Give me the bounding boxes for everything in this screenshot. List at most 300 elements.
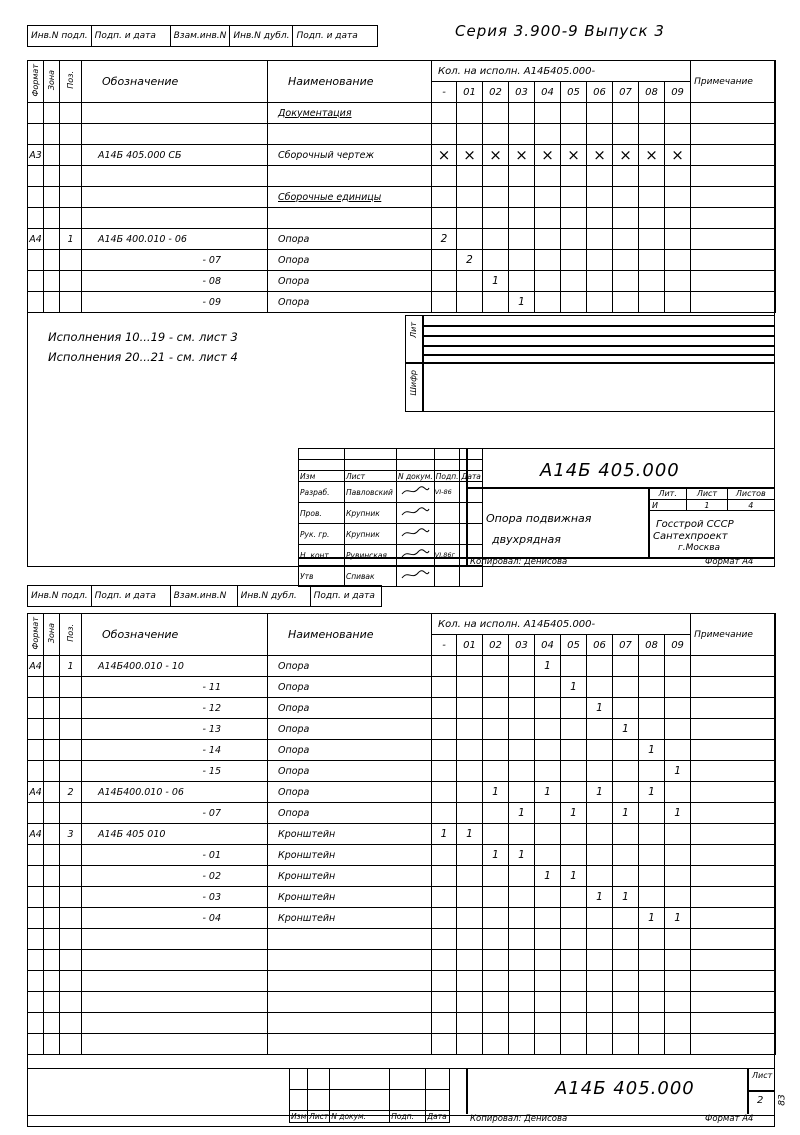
cell-note bbox=[691, 208, 776, 229]
header2-variant-2: 02 bbox=[483, 635, 509, 656]
stamp-podp-data: Подп. и дата bbox=[91, 26, 170, 47]
cell-qty bbox=[587, 1013, 613, 1034]
table-row bbox=[28, 824, 776, 845]
cell-qty: × bbox=[509, 145, 535, 166]
cell-zone bbox=[44, 992, 60, 1013]
table-row bbox=[28, 908, 776, 929]
cell-designation: А14Б 400.010 - 06 bbox=[82, 229, 268, 250]
role-label: Рук. гр. bbox=[299, 524, 345, 545]
cell-qty bbox=[613, 782, 639, 803]
cell-qty: 1 bbox=[665, 908, 691, 929]
cell-qty bbox=[665, 740, 691, 761]
cell-qty bbox=[587, 740, 613, 761]
table-row bbox=[28, 656, 776, 677]
cell-qty: 1 bbox=[665, 803, 691, 824]
cell-qty bbox=[535, 761, 561, 782]
cell-designation: - 02 bbox=[82, 866, 268, 887]
cell-note bbox=[691, 992, 776, 1013]
cell-format bbox=[28, 292, 44, 313]
org-line2: Сантехпроект bbox=[653, 531, 728, 542]
cell-qty bbox=[587, 124, 613, 145]
cell-qty: 1 bbox=[535, 782, 561, 803]
cell-qty bbox=[639, 950, 665, 971]
cell-qty bbox=[483, 166, 509, 187]
cell-qty bbox=[561, 208, 587, 229]
cell-qty bbox=[665, 971, 691, 992]
table-row bbox=[28, 124, 776, 145]
table-row bbox=[28, 271, 776, 292]
cell-qty bbox=[665, 887, 691, 908]
cell-pos bbox=[60, 866, 82, 887]
cell-note bbox=[691, 656, 776, 677]
role-label: Н. конт. bbox=[299, 545, 345, 566]
stamp2-inv-podl: Инв.N подл. bbox=[28, 586, 92, 607]
cell-qty bbox=[665, 824, 691, 845]
cell-qty bbox=[639, 929, 665, 950]
cell-qty bbox=[561, 971, 587, 992]
cell-pos bbox=[60, 740, 82, 761]
cell-qty bbox=[639, 271, 665, 292]
cell-name: Кронштейн bbox=[268, 887, 432, 908]
cell-qty bbox=[535, 677, 561, 698]
cell-name: Кронштейн bbox=[268, 908, 432, 929]
cell-zone bbox=[44, 250, 60, 271]
cell-qty bbox=[483, 992, 509, 1013]
cell-pos bbox=[60, 971, 82, 992]
table-row bbox=[28, 166, 776, 187]
cell-qty bbox=[509, 782, 535, 803]
cell-pos: 3 bbox=[60, 824, 82, 845]
cell-qty bbox=[535, 229, 561, 250]
cell-note bbox=[691, 698, 776, 719]
cell-pos bbox=[60, 908, 82, 929]
cell-format bbox=[28, 761, 44, 782]
cell-qty bbox=[613, 208, 639, 229]
cell-qty: × bbox=[432, 145, 457, 166]
cell-format: A4 bbox=[28, 656, 44, 677]
cell-qty bbox=[535, 166, 561, 187]
cell-format: A3 bbox=[28, 145, 44, 166]
cell-name: Опора bbox=[268, 698, 432, 719]
table-row bbox=[28, 971, 776, 992]
cell-zone bbox=[44, 761, 60, 782]
cell-qty bbox=[639, 866, 665, 887]
cell-note bbox=[691, 887, 776, 908]
cell-qty bbox=[587, 229, 613, 250]
cell-qty bbox=[587, 803, 613, 824]
cell-designation: - 08 bbox=[82, 271, 268, 292]
cell-qty bbox=[457, 908, 483, 929]
cell-qty bbox=[509, 677, 535, 698]
cell-zone bbox=[44, 845, 60, 866]
cell-designation: А14Б 405 010 bbox=[82, 824, 268, 845]
cell-qty bbox=[432, 992, 457, 1013]
cell-qty bbox=[432, 698, 457, 719]
table-row bbox=[28, 929, 776, 950]
signature bbox=[397, 545, 435, 566]
cell-qty bbox=[639, 824, 665, 845]
cell-name: Кронштейн bbox=[268, 866, 432, 887]
role-date bbox=[434, 524, 460, 545]
cell-qty bbox=[483, 950, 509, 971]
cell-qty bbox=[535, 824, 561, 845]
cell-qty bbox=[432, 677, 457, 698]
series-title: Серия 3.900-9 Выпуск 3 bbox=[455, 22, 665, 40]
cell-name: Опора bbox=[268, 229, 432, 250]
cell-qty bbox=[432, 866, 457, 887]
col-header: N докум. bbox=[398, 471, 433, 481]
cell-designation: - 14 bbox=[82, 740, 268, 761]
format-label-2: Формат А4 bbox=[705, 1114, 754, 1124]
cell-qty bbox=[457, 740, 483, 761]
cell-pos bbox=[60, 145, 82, 166]
cell-qty bbox=[432, 803, 457, 824]
cell-qty bbox=[639, 992, 665, 1013]
cell-qty bbox=[535, 803, 561, 824]
cell-qty bbox=[561, 124, 587, 145]
role-label: Пров. bbox=[299, 503, 345, 524]
cell-qty bbox=[483, 250, 509, 271]
cell-qty: × bbox=[587, 145, 613, 166]
cell-qty bbox=[457, 971, 483, 992]
cell-zone bbox=[44, 124, 60, 145]
cell-qty bbox=[483, 229, 509, 250]
stamp-inv-dubl: Инв.N дубл. bbox=[230, 26, 293, 47]
cell-qty bbox=[457, 1013, 483, 1034]
header-designation: Обозначение bbox=[82, 61, 268, 103]
col-header: Подп. bbox=[435, 471, 459, 481]
cell-pos bbox=[60, 761, 82, 782]
header-variant-9: 09 bbox=[665, 82, 691, 103]
cell-designation bbox=[82, 166, 268, 187]
cell-qty bbox=[665, 1034, 691, 1055]
cell-designation bbox=[82, 1013, 268, 1034]
cell-note bbox=[691, 229, 776, 250]
cell-name: Опора bbox=[268, 761, 432, 782]
cell-qty bbox=[561, 761, 587, 782]
cell-qty: 1 bbox=[483, 845, 509, 866]
cell-qty: × bbox=[613, 145, 639, 166]
cell-zone bbox=[44, 229, 60, 250]
cell-qty bbox=[535, 719, 561, 740]
cell-qty bbox=[613, 971, 639, 992]
cell-qty bbox=[509, 229, 535, 250]
header2-name: Наименование bbox=[268, 614, 432, 656]
cell-qty bbox=[587, 250, 613, 271]
cell-pos bbox=[60, 845, 82, 866]
cell-qty: × bbox=[639, 145, 665, 166]
cell-qty bbox=[432, 887, 457, 908]
footer-col-header: Подп. bbox=[390, 1111, 426, 1123]
cell-qty: 1 bbox=[483, 271, 509, 292]
copied-by-1: Копировал: Денисова bbox=[470, 557, 568, 567]
footer2-changes bbox=[289, 1068, 450, 1123]
cell-note bbox=[691, 782, 776, 803]
cell-note bbox=[691, 761, 776, 782]
table-row bbox=[28, 1013, 776, 1034]
header2-pos: Поз. bbox=[66, 624, 75, 642]
stamp-inv-podl: Инв.N подл. bbox=[28, 26, 92, 47]
cell-note bbox=[691, 166, 776, 187]
cell-zone bbox=[44, 971, 60, 992]
cell-qty bbox=[613, 103, 639, 124]
cell-qty bbox=[587, 719, 613, 740]
cell-qty: 1 bbox=[561, 803, 587, 824]
cell-zone bbox=[44, 1013, 60, 1034]
cell-note bbox=[691, 740, 776, 761]
cell-qty: 1 bbox=[587, 782, 613, 803]
cell-qty: 1 bbox=[509, 292, 535, 313]
header-pos: Поз. bbox=[66, 71, 75, 89]
header-variant-1: 01 bbox=[457, 82, 483, 103]
header-format: Формат bbox=[31, 63, 40, 97]
cell-zone bbox=[44, 656, 60, 677]
cell-zone bbox=[44, 908, 60, 929]
cell-qty bbox=[613, 761, 639, 782]
cell-zone bbox=[44, 803, 60, 824]
cell-qty bbox=[561, 656, 587, 677]
cell-qty: × bbox=[535, 145, 561, 166]
cell-qty bbox=[639, 698, 665, 719]
signature bbox=[397, 482, 435, 503]
cell-qty bbox=[665, 187, 691, 208]
cell-name: Опора bbox=[268, 656, 432, 677]
cell-pos bbox=[60, 166, 82, 187]
cell-qty bbox=[457, 103, 483, 124]
cell-qty bbox=[457, 208, 483, 229]
note-line-1: Исполнения 10...19 - см. лист 3 bbox=[48, 330, 238, 344]
cell-qty bbox=[509, 950, 535, 971]
cell-format bbox=[28, 124, 44, 145]
cell-format bbox=[28, 187, 44, 208]
header2-format: Формат bbox=[31, 616, 40, 650]
cell-qty: 1 bbox=[432, 824, 457, 845]
format-label-1: Формат А4 bbox=[705, 557, 754, 567]
table-row bbox=[28, 229, 776, 250]
cell-qty bbox=[432, 845, 457, 866]
role-date bbox=[434, 503, 460, 524]
cell-zone bbox=[44, 824, 60, 845]
cell-qty bbox=[483, 1013, 509, 1034]
col-header: Изм bbox=[299, 471, 345, 482]
cell-qty bbox=[561, 992, 587, 1013]
cell-qty bbox=[613, 229, 639, 250]
cell-qty bbox=[587, 971, 613, 992]
table-row bbox=[28, 950, 776, 971]
cell-name: Опора bbox=[268, 782, 432, 803]
cell-qty bbox=[535, 698, 561, 719]
cell-pos bbox=[60, 887, 82, 908]
cell-qty: 1 bbox=[613, 887, 639, 908]
cell-qty bbox=[535, 250, 561, 271]
cell-qty: 1 bbox=[613, 803, 639, 824]
cell-qty bbox=[457, 677, 483, 698]
cell-qty bbox=[432, 208, 457, 229]
cell-qty: 1 bbox=[665, 761, 691, 782]
cell-qty bbox=[483, 908, 509, 929]
cell-qty: × bbox=[665, 145, 691, 166]
cell-qty bbox=[457, 1034, 483, 1055]
cell-qty bbox=[639, 187, 665, 208]
cell-qty bbox=[587, 950, 613, 971]
cell-qty bbox=[665, 866, 691, 887]
signature-scribble bbox=[400, 549, 430, 559]
cell-qty bbox=[509, 698, 535, 719]
stamp-podp-data-2: Подп. и дата bbox=[293, 26, 378, 47]
cell-format bbox=[28, 1013, 44, 1034]
cell-pos bbox=[60, 187, 82, 208]
cell-qty bbox=[613, 187, 639, 208]
cell-name: Кронштейн bbox=[268, 824, 432, 845]
header2-note: Примечание bbox=[691, 614, 776, 656]
cell-format bbox=[28, 908, 44, 929]
cell-qty bbox=[535, 103, 561, 124]
table-row bbox=[28, 292, 776, 313]
cell-qty bbox=[457, 950, 483, 971]
cell-qty bbox=[639, 761, 665, 782]
cell-qty bbox=[457, 866, 483, 887]
cell-qty bbox=[432, 292, 457, 313]
cell-qty bbox=[665, 782, 691, 803]
cell-qty bbox=[535, 908, 561, 929]
cell-qty bbox=[509, 124, 535, 145]
cell-pos bbox=[60, 992, 82, 1013]
cell-qty bbox=[587, 271, 613, 292]
signature-scribble bbox=[400, 570, 430, 580]
cell-qty bbox=[483, 208, 509, 229]
cell-qty: 1 bbox=[561, 866, 587, 887]
cell-qty bbox=[561, 887, 587, 908]
cell-designation bbox=[82, 208, 268, 229]
cell-qty bbox=[561, 1013, 587, 1034]
cipher-label: Шифр bbox=[409, 370, 418, 396]
cell-designation: - 07 bbox=[82, 250, 268, 271]
doc-code: А14Б 405.000 bbox=[540, 460, 680, 481]
cell-qty bbox=[561, 271, 587, 292]
cell-qty bbox=[457, 761, 483, 782]
cell-qty bbox=[665, 1013, 691, 1034]
cell-qty: 1 bbox=[457, 824, 483, 845]
col-header: Дата bbox=[461, 471, 481, 481]
lit-label: Лит bbox=[409, 322, 418, 338]
role-person: Павловский bbox=[345, 482, 397, 503]
signature-scribble bbox=[400, 507, 430, 517]
cell-designation: - 04 bbox=[82, 908, 268, 929]
cell-name: Сборочный чертеж bbox=[268, 145, 432, 166]
cell-qty: 2 bbox=[432, 229, 457, 250]
cell-qty bbox=[457, 124, 483, 145]
cell-qty bbox=[509, 887, 535, 908]
cell-qty bbox=[509, 250, 535, 271]
cell-note bbox=[691, 929, 776, 950]
cell-pos bbox=[60, 250, 82, 271]
cell-qty bbox=[561, 229, 587, 250]
header2-variant-7: 07 bbox=[613, 635, 639, 656]
cell-pos: 1 bbox=[60, 656, 82, 677]
cell-qty bbox=[665, 719, 691, 740]
cell-pos bbox=[60, 1013, 82, 1034]
cell-qty bbox=[587, 992, 613, 1013]
cell-format bbox=[28, 929, 44, 950]
cell-qty bbox=[483, 1034, 509, 1055]
cell-zone bbox=[44, 950, 60, 971]
cell-zone bbox=[44, 698, 60, 719]
header2-variant-8: 08 bbox=[639, 635, 665, 656]
cell-format bbox=[28, 698, 44, 719]
cell-qty bbox=[432, 103, 457, 124]
cell-format bbox=[28, 887, 44, 908]
cell-note bbox=[691, 271, 776, 292]
cell-qty bbox=[613, 929, 639, 950]
cell-qty bbox=[613, 166, 639, 187]
cell-qty bbox=[561, 719, 587, 740]
cell-qty bbox=[432, 782, 457, 803]
cell-qty bbox=[665, 677, 691, 698]
title-signatures bbox=[298, 448, 483, 587]
role-label: Утв bbox=[299, 566, 345, 587]
footer-col-header: Дата bbox=[426, 1111, 450, 1123]
doc-title-line2: двухрядная bbox=[492, 533, 561, 546]
cell-qty bbox=[457, 229, 483, 250]
cell-pos: 2 bbox=[60, 782, 82, 803]
cell-qty bbox=[639, 292, 665, 313]
cell-name: Опора bbox=[268, 271, 432, 292]
header2-variant-6: 06 bbox=[587, 635, 613, 656]
cell-qty bbox=[561, 908, 587, 929]
header2-variant-3: 03 bbox=[509, 635, 535, 656]
cell-qty bbox=[613, 698, 639, 719]
cell-qty bbox=[432, 1013, 457, 1034]
cell-qty bbox=[457, 656, 483, 677]
cell-note bbox=[691, 845, 776, 866]
cell-qty bbox=[665, 292, 691, 313]
header-variant-5: 05 bbox=[561, 82, 587, 103]
header-variant-7: 07 bbox=[613, 82, 639, 103]
cell-qty bbox=[613, 992, 639, 1013]
cell-qty bbox=[457, 698, 483, 719]
cell-qty: 1 bbox=[561, 677, 587, 698]
cell-qty bbox=[561, 740, 587, 761]
cell-qty bbox=[535, 292, 561, 313]
header-variant-4: 04 bbox=[535, 82, 561, 103]
sheets-value: 4 bbox=[727, 500, 774, 511]
cell-qty bbox=[432, 656, 457, 677]
cell-qty bbox=[561, 187, 587, 208]
role-person: Крупник bbox=[345, 503, 397, 524]
cell-name: Опора bbox=[268, 719, 432, 740]
footer2-sheet-value: 2 bbox=[757, 1095, 764, 1106]
cell-qty bbox=[509, 656, 535, 677]
cell-format bbox=[28, 866, 44, 887]
cell-qty bbox=[509, 1034, 535, 1055]
cell-qty bbox=[432, 761, 457, 782]
cell-qty bbox=[483, 103, 509, 124]
table-row bbox=[28, 866, 776, 887]
sheets-header: Листов bbox=[727, 488, 774, 500]
cell-qty bbox=[509, 971, 535, 992]
stamp-strip-sheet2 bbox=[27, 585, 382, 607]
cell-qty bbox=[665, 929, 691, 950]
cell-qty: × bbox=[483, 145, 509, 166]
header2-variant-0: - bbox=[432, 635, 457, 656]
cell-qty bbox=[587, 824, 613, 845]
cell-format bbox=[28, 271, 44, 292]
cell-qty bbox=[587, 103, 613, 124]
cell-qty bbox=[432, 740, 457, 761]
table-row bbox=[28, 103, 776, 124]
cell-qty bbox=[639, 1013, 665, 1034]
cell-note bbox=[691, 971, 776, 992]
